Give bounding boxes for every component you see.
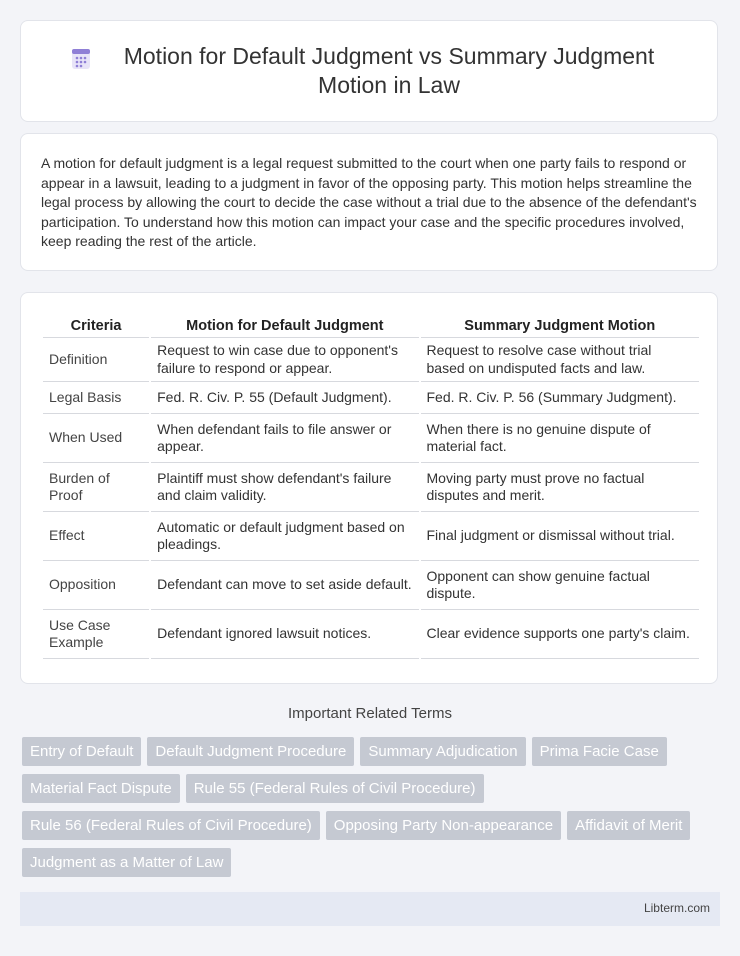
page-title: Motion for Default Judgment vs Summary Judgment Motion in Law — [123, 43, 655, 98]
default-cell: Automatic or default judgment based on pleadings. — [150, 512, 419, 561]
related-term-tag[interactable]: Opposing Party Non-appearance — [326, 811, 561, 840]
related-term-tag[interactable]: Entry of Default — [22, 737, 141, 766]
summary-cell: Fed. R. Civ. P. 56 (Summary Judgment). — [420, 382, 700, 414]
criteria-cell: Effect — [43, 512, 150, 561]
comparison-table-card — [20, 292, 718, 684]
summary-cell: Request to resolve case without trial based on undisputed facts and law. — [420, 338, 700, 382]
summary-cell: Final judgment or dismissal without trial. — [420, 512, 700, 561]
criteria-cell: Use Case Example — [43, 610, 150, 659]
footer-site-link[interactable]: Libterm.com — [643, 901, 710, 915]
related-terms-list — [22, 737, 722, 877]
related-term-tag[interactable]: Rule 56 (Federal Rules of Civil Procedure) — [22, 811, 320, 840]
criteria-cell: Burden of Proof — [43, 463, 150, 512]
default-cell: Request to win case due to opponent's failure to respond or appear. — [150, 338, 419, 382]
summary-cell: When there is no genuine dispute of material fact. — [420, 414, 700, 463]
summary-cell: Clear evidence supports one party's claim. — [420, 610, 700, 659]
default-cell: Plaintiff must show defendant's failure and claim validity. — [150, 463, 419, 512]
table-row — [43, 338, 699, 382]
table-row — [43, 561, 699, 610]
summary-cell: Moving party must prove no factual disputes and merit. — [420, 463, 700, 512]
related-term-tag[interactable]: Affidavit of Merit — [567, 811, 690, 840]
related-term-tag[interactable]: Summary Adjudication — [360, 737, 525, 766]
table-row — [43, 414, 699, 463]
header-summary-judgment: Summary Judgment Motion — [420, 315, 700, 338]
default-cell: Defendant can move to set aside default. — [150, 561, 419, 610]
criteria-cell: When Used — [43, 414, 150, 463]
title-card — [20, 20, 718, 122]
table-header-row — [43, 315, 699, 338]
header-default-judgment: Motion for Default Judgment — [150, 315, 419, 338]
related-term-tag[interactable]: Default Judgment Procedure — [147, 737, 354, 766]
comparison-table — [43, 315, 699, 659]
table-row — [43, 610, 699, 659]
header-criteria: Criteria — [43, 315, 150, 338]
intro-paragraph: A motion for default judgment is a legal request submitted to the court when one party fails to respond or appear in a lawsuit, leading to a judgment in favor of the opposing party. This motion helps streamline the legal process by allowing the court to decide the case without a trial due to the absence of the defendant's participation. To understand how this motion can impact your case and the specific procedures involved, keep reading the rest of the article. — [41, 155, 697, 249]
intro-card — [20, 133, 718, 271]
summary-cell: Opponent can show genuine factual dispute. — [420, 561, 700, 610]
related-term-tag[interactable]: Judgment as a Matter of Law — [22, 848, 231, 877]
related-term-tag[interactable]: Material Fact Dispute — [22, 774, 180, 803]
table-row — [43, 512, 699, 561]
default-cell: Fed. R. Civ. P. 55 (Default Judgment). — [150, 382, 419, 414]
default-cell: Defendant ignored lawsuit notices. — [150, 610, 419, 659]
related-terms-heading: Important Related Terms — [288, 705, 452, 722]
related-term-tag[interactable]: Rule 55 (Federal Rules of Civil Procedure) — [186, 774, 484, 803]
default-cell: When defendant fails to file answer or appear. — [150, 414, 419, 463]
criteria-cell: Legal Basis — [43, 382, 150, 414]
criteria-cell: Definition — [43, 338, 150, 382]
criteria-cell: Opposition — [43, 561, 150, 610]
table-row — [43, 463, 699, 512]
related-term-tag[interactable]: Prima Facie Case — [532, 737, 667, 766]
footer-bar — [20, 892, 720, 926]
table-row — [43, 382, 699, 414]
